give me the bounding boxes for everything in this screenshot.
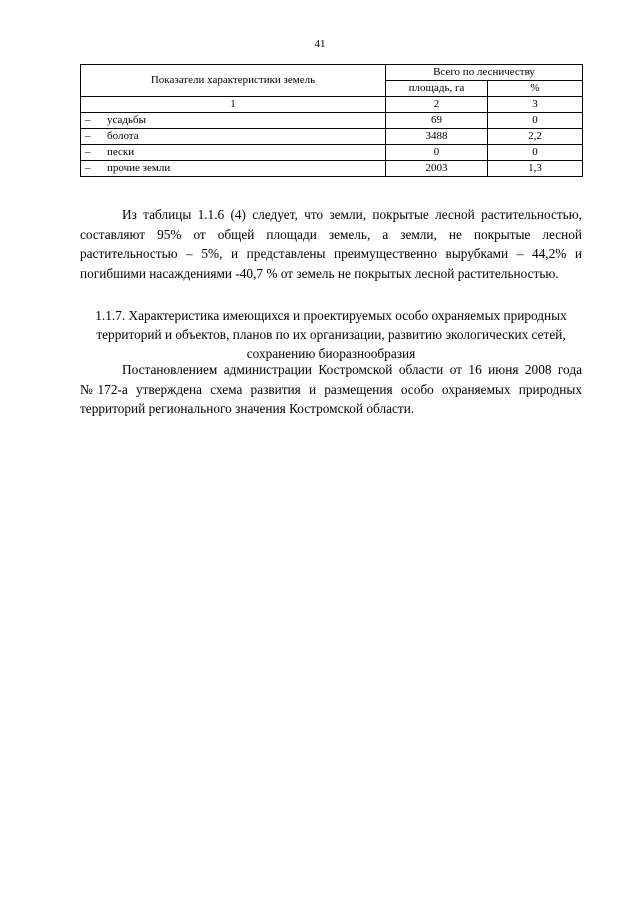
row-dash: –	[85, 162, 91, 174]
paragraph-resolution: Постановлением администрации Костромской области от 16 июня 2008 года №172-а утверждена схема развития и размещения особо охраняемых природных территорий регионального значения Костромской области.	[80, 362, 582, 416]
header-percent: %	[488, 81, 583, 97]
column-number: 1	[81, 97, 386, 113]
row-label-text: усадьбы	[107, 114, 146, 126]
row-area: 2003	[386, 161, 488, 177]
column-number: 3	[488, 97, 583, 113]
row-area: 69	[386, 113, 488, 129]
row-percent: 0	[488, 145, 583, 161]
header-indicators: Показатели характеристики земель	[81, 65, 386, 97]
column-number: 2	[386, 97, 488, 113]
row-label-text: прочие земли	[107, 162, 171, 174]
table-header-row	[81, 65, 583, 81]
table-row	[81, 161, 583, 177]
row-label	[81, 129, 386, 145]
row-dash: –	[85, 146, 91, 158]
row-dash: –	[85, 114, 91, 126]
paragraph-table-summary: Из таблицы 1.1.6 (4) следует, что земли, покрытые лесной растительностью, составляют 95% от общей площади земель, а земли, не покрытые лесной растительностью – 5%, и представлены преимущественно вырубками – 44,2% и погибшими насаждениями -40,7 % от земель не покрытых лесной растительностью.	[80, 207, 582, 281]
row-label	[81, 145, 386, 161]
row-label-text: пески	[107, 146, 135, 158]
row-area: 3488	[386, 129, 488, 145]
table-row	[81, 129, 583, 145]
table-number-row	[81, 97, 583, 113]
row-percent: 0	[488, 113, 583, 129]
table-row	[81, 113, 583, 129]
row-percent: 1,3	[488, 161, 583, 177]
row-percent: 2,2	[488, 129, 583, 145]
row-label	[81, 161, 386, 177]
row-dash: –	[85, 130, 91, 142]
table-row	[81, 145, 583, 161]
row-area: 0	[386, 145, 488, 161]
page-number: 41	[314, 38, 326, 50]
land-characteristics-table	[80, 64, 583, 177]
section-heading: 1.1.7. Характеристика имеющихся и проектируемых особо охраняемых природных территорий и объектов, планов по их организации, развитию экологических сетей, сохранению биоразнообразия	[95, 308, 567, 361]
header-forestry-total: Всего по лесничеству	[386, 65, 583, 81]
header-area: площадь, га	[386, 81, 488, 97]
row-label	[81, 113, 386, 129]
row-label-text: болота	[107, 130, 139, 142]
